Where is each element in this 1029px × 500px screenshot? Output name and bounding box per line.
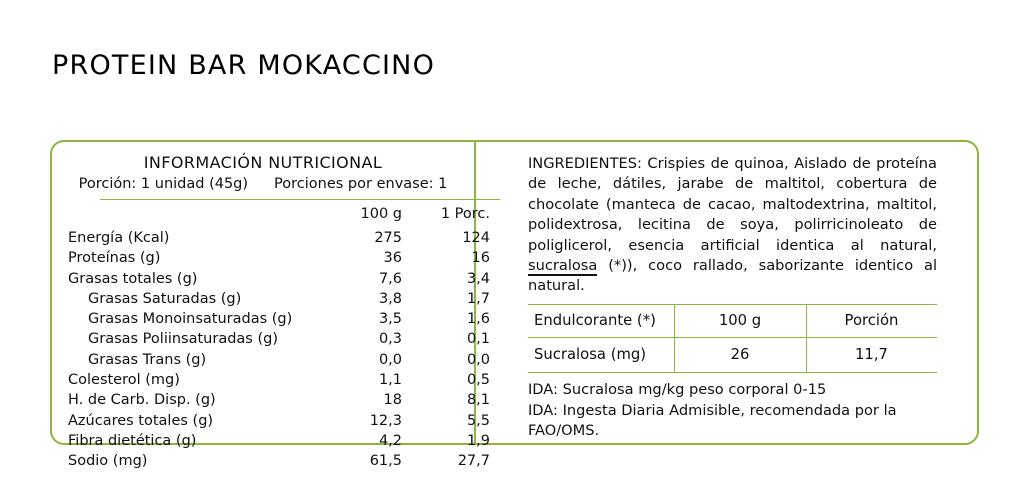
sweetener-header-name: Endulcorante (*) — [534, 312, 656, 329]
table-row — [52, 412, 490, 433]
row-label: H. de Carb. Disp. (g) — [68, 392, 216, 409]
ingredient-highlight-sucralosa: sucralosa — [528, 257, 598, 275]
row-value-100g: 3,5 — [378, 311, 402, 328]
nutrition-rows — [52, 230, 490, 474]
row-label: Fibra dietética (g) — [68, 432, 197, 449]
row-value-100g: 275 — [374, 230, 402, 246]
row-value-100g: 61,5 — [369, 453, 402, 470]
row-value-portion: 1,6 — [466, 311, 490, 328]
sweetener-header-100g: 100 g — [718, 312, 762, 329]
ida-line-1: IDA: Sucralosa mg/kg peso corporal 0-15 — [528, 381, 827, 398]
serving-size: Porción: 1 unidad (45g) — [78, 176, 249, 192]
nutrition-heading: INFORMACIÓN NUTRICIONAL — [143, 153, 383, 172]
row-label: Grasas totales (g) — [68, 270, 198, 287]
sweetener-row-portion: 11,7 — [855, 346, 888, 363]
table-row — [52, 392, 490, 412]
sweetener-row-name: Sucralosa (mg) — [534, 346, 647, 363]
table-rule-bottom — [528, 372, 937, 373]
table-rule-mid — [528, 337, 937, 338]
row-label: Azúcares totales (g) — [68, 412, 214, 429]
row-value-portion: 124 — [462, 230, 490, 246]
row-value-portion: 8,1 — [466, 392, 490, 409]
row-label: Sodio (mg) — [68, 453, 148, 470]
sweetener-row-100g: 26 — [730, 346, 750, 363]
table-rule-top — [528, 304, 937, 305]
row-value-100g: 4,2 — [378, 432, 402, 449]
ingredients-text-after: (*)), coco rallado, saborizante identico al natural. — [528, 257, 937, 295]
nutrition-rule — [100, 199, 500, 200]
ingredients-section — [478, 142, 979, 443]
table-row — [52, 453, 490, 473]
row-value-100g: 36 — [383, 250, 402, 267]
row-label: Grasas Trans (g) — [88, 351, 207, 368]
ida-line-2: IDA: Ingesta Diaria Admisible, recomendada por la — [528, 401, 897, 419]
ingredients-text-before: Crispies de quinoa, Aislado de proteína de leche, dátiles, jarabe de maltitol, cobertura de chocolate (manteca de cacao, maltodextrina, maltitol, polidextrosa, lecitina de soya, polirricinoleato de poliglicerol, esencia artificial identica al natural, — [528, 155, 937, 254]
row-value-100g: 18 — [383, 392, 402, 409]
row-label: Energía (Kcal) — [68, 230, 170, 246]
row-value-100g: 12,3 — [369, 412, 402, 429]
table-row — [52, 372, 490, 392]
serving-info — [52, 176, 474, 192]
row-value-100g: 7,6 — [378, 270, 402, 287]
row-value-portion: 1,7 — [466, 290, 490, 307]
row-value-portion: 3,4 — [466, 270, 490, 287]
ingredients-paragraph — [528, 154, 937, 297]
nutrition-section — [52, 142, 490, 470]
table-row — [52, 351, 490, 372]
row-value-100g: 1,1 — [378, 372, 402, 389]
row-label: Colesterol (mg) — [68, 372, 180, 389]
servings-per-container: Porciones por envase: 1 — [274, 176, 448, 192]
row-label: Grasas Monoinsaturadas (g) — [88, 311, 293, 328]
row-value-100g: 0,0 — [378, 351, 402, 368]
row-value-portion: 27,7 — [457, 453, 490, 470]
row-label: Grasas Saturadas (g) — [88, 290, 242, 307]
table-row — [52, 311, 490, 331]
table-row — [52, 432, 490, 453]
row-label: Proteínas (g) — [68, 250, 161, 267]
table-row — [52, 270, 490, 291]
sweetener-header-portion: Porción — [844, 312, 899, 329]
table-row — [52, 331, 490, 351]
row-label: Grasas Poliinsaturadas (g) — [88, 331, 278, 348]
row-value-100g: 3,8 — [378, 290, 402, 307]
page-title: PROTEIN BAR MOKACCINO — [52, 50, 436, 81]
row-value-portion: 0,1 — [466, 331, 490, 348]
row-value-portion: 5,5 — [466, 412, 490, 429]
row-value-100g: 0,3 — [378, 331, 402, 348]
row-value-portion: 16 — [471, 250, 490, 267]
ida-line-3: FAO/OMS. — [528, 422, 600, 440]
row-value-portion: 1,9 — [466, 432, 490, 449]
ida-notes — [528, 380, 948, 442]
table-row — [52, 290, 490, 311]
row-value-portion: 0,5 — [466, 372, 490, 389]
ingredients-label: INGREDIENTES: — [528, 155, 642, 172]
column-header-100g: 100 g — [360, 206, 402, 222]
row-value-portion: 0,0 — [466, 351, 490, 368]
table-row — [52, 230, 490, 250]
column-header-portion: 1 Porc. — [440, 206, 490, 222]
table-row — [52, 250, 490, 270]
